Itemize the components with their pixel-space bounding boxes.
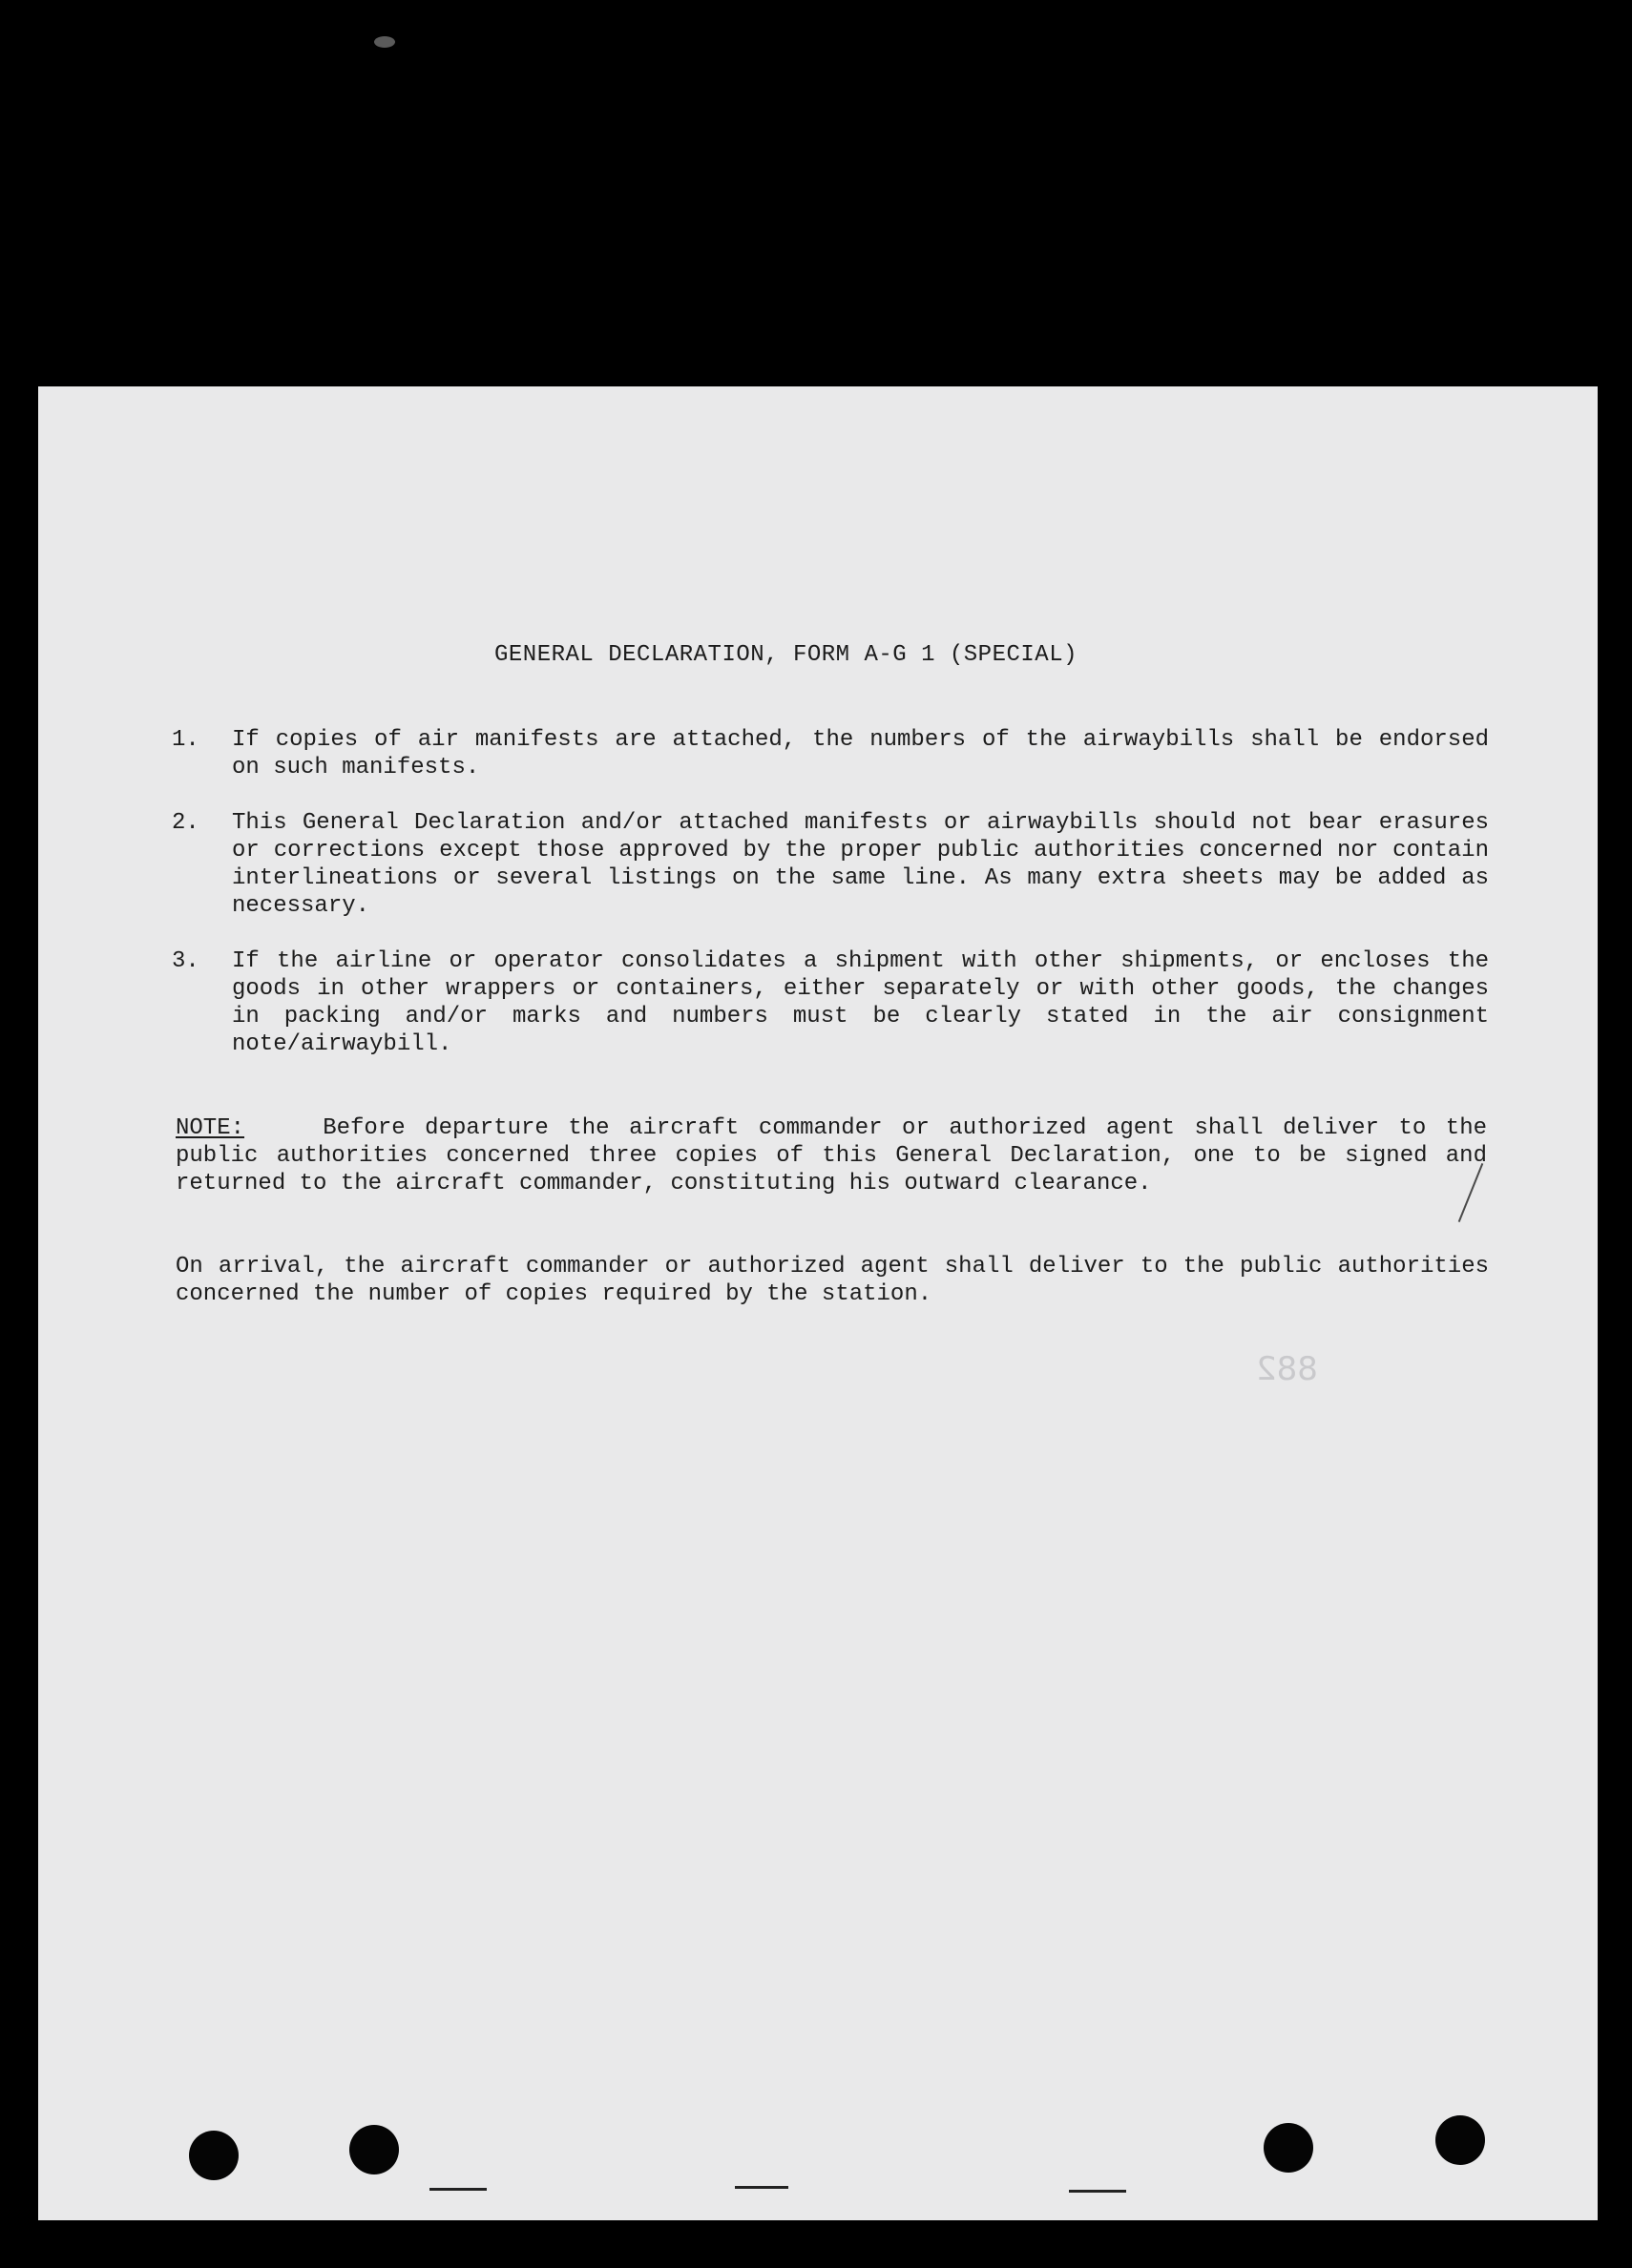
arrival-paragraph: On arrival, the aircraft commander or authorized agent shall deliver to the public authorities concerned the number of copies required by the station. [176,1254,1489,1307]
speck-mark [735,2186,788,2189]
item-number: 2. [172,810,199,836]
speck-mark [429,2188,487,2191]
faint-stamp-number: 882 [1256,1350,1318,1388]
speck-mark [1069,2190,1126,2193]
note-label: NOTE: [176,1115,245,1141]
punch-hole [349,2125,399,2174]
item-number: 3. [172,948,199,974]
list-item-2 [172,809,1489,920]
item-text: This General Declaration and/or attached manifests or airwaybills should not bear erasures or corrections except those approved by the proper public authorities concerned nor contain interlineations or several listings on the same line. As many extra sheets may be added as necessary. [232,810,1489,919]
list-item-1 [172,726,1489,781]
punch-hole [189,2131,239,2180]
item-text: If the airline or operator consolidates a shipment with other shipments, or encloses the goods in other wrappers or containers, either separately or with other goods, the changes in packing and/or marks and numbers must be clearly stated in the air consignment note/airwaybill. [232,948,1489,1057]
page-title: GENERAL DECLARATION, FORM A-G 1 (SPECIAL) [494,642,1078,668]
punch-hole [1264,2123,1313,2173]
item-number: 1. [172,727,199,753]
punch-hole [1435,2115,1485,2165]
note-paragraph [176,1114,1487,1197]
note-text: Before departure the aircraft commander or authorized agent shall deliver to the public authorities concerned three copies of this General Declaration, one to be signed and returned to the aircraft commander, constituting his outward clearance. [176,1115,1488,1196]
scan-blot [374,36,395,48]
item-text: If copies of air manifests are attached, the numbers of the airwaybills shall be endorsed on such manifests. [232,727,1489,780]
list-item-3 [172,947,1489,1058]
document-page [38,386,1598,2220]
